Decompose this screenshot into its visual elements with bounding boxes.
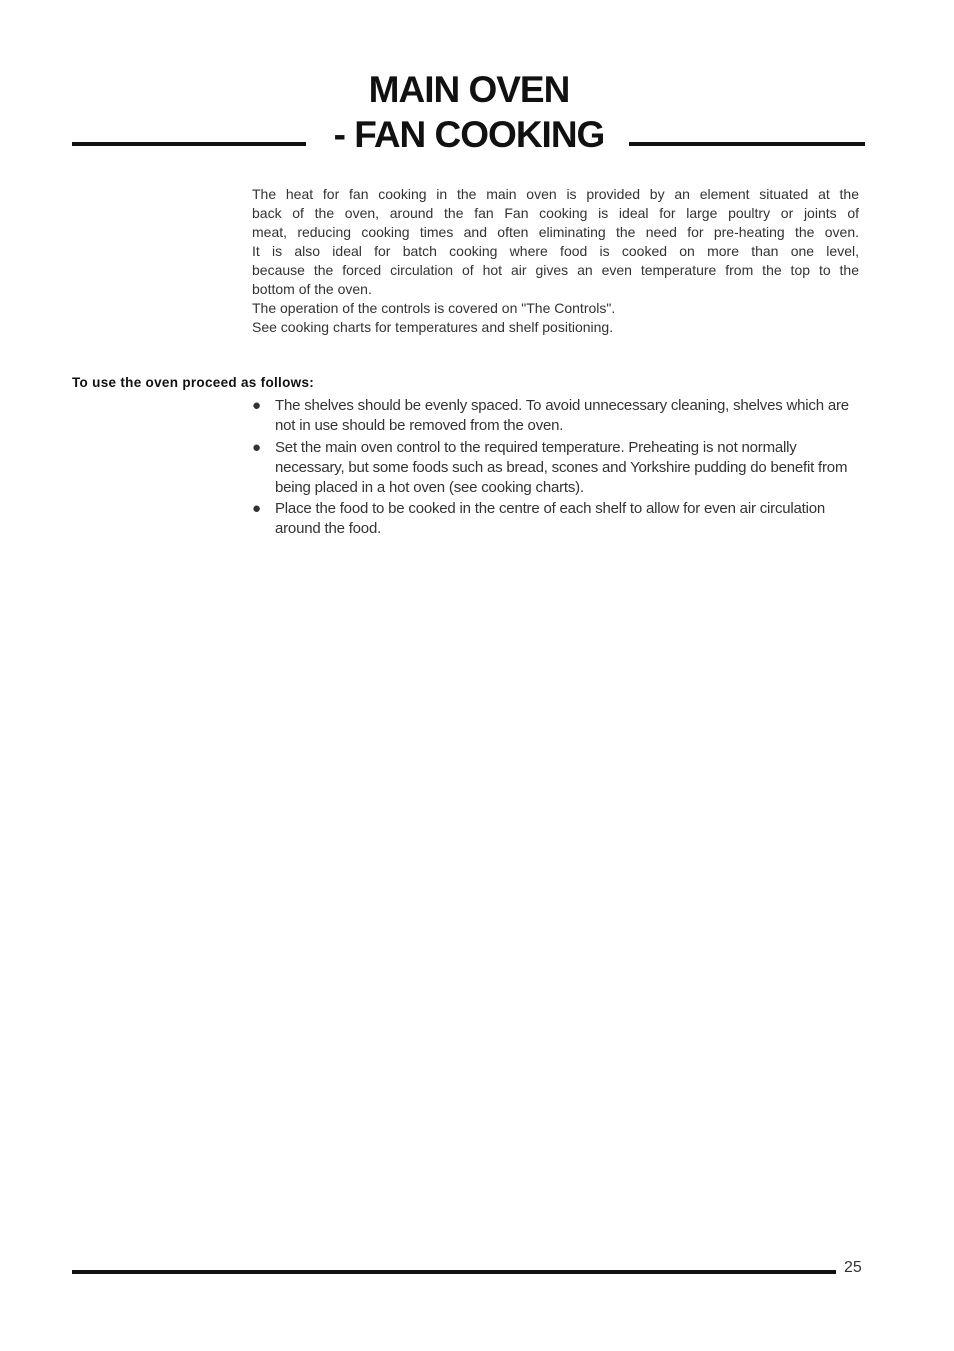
list-item-text: The shelves should be evenly spaced. To avoid unnecessary cleaning, shelves which are not in use should be removed from the oven. (275, 397, 849, 434)
intro-line: back of the oven, around the fan Fan cooking is ideal for large poultry or joints of (252, 205, 859, 221)
title-rule-left (72, 142, 306, 146)
intro-line: The heat for fan cooking in the main oven is provided by an element situated at the (252, 186, 859, 202)
page-title-line-2: - FAN COOKING (333, 114, 605, 155)
section-subheading: To use the oven proceed as follows: (72, 375, 315, 390)
bullet-icon: ● (252, 397, 261, 414)
intro-line: meat, reducing cooking times and often eliminating the need for pre-heating the oven. (252, 224, 859, 240)
footer-rule (72, 1270, 836, 1274)
list-item-text: Place the food to be cooked in the centre of each shelf to allow for even air circulation around the food. (275, 500, 826, 537)
intro-line: The operation of the controls is covered on "The Controls". (252, 300, 616, 316)
list-item (252, 396, 862, 436)
page-number: 25 (844, 1259, 862, 1276)
list-item (252, 499, 862, 539)
list-item (252, 438, 862, 498)
title-rule-right (629, 142, 865, 146)
bullet-icon: ● (252, 500, 261, 517)
intro-line: See cooking charts for temperatures and shelf positioning. (252, 319, 614, 335)
instruction-list (252, 396, 862, 541)
bullet-icon: ● (252, 438, 261, 456)
intro-paragraph (252, 185, 859, 337)
intro-line: It is also ideal for batch cooking where food is cooked on more than one level, (252, 243, 859, 259)
intro-line: because the forced circulation of hot air gives an even temperature from the top to the (252, 262, 859, 278)
page-title-line-1: MAIN OVEN (368, 69, 570, 110)
intro-line: bottom of the oven. (252, 281, 372, 297)
list-item-text: Set the main oven control to the required temperature. Preheating is not normally necessary, but some foods such as bread, scones and Yorkshire pudding do benefit from being placed in a hot oven (see cooking charts). (275, 438, 848, 496)
